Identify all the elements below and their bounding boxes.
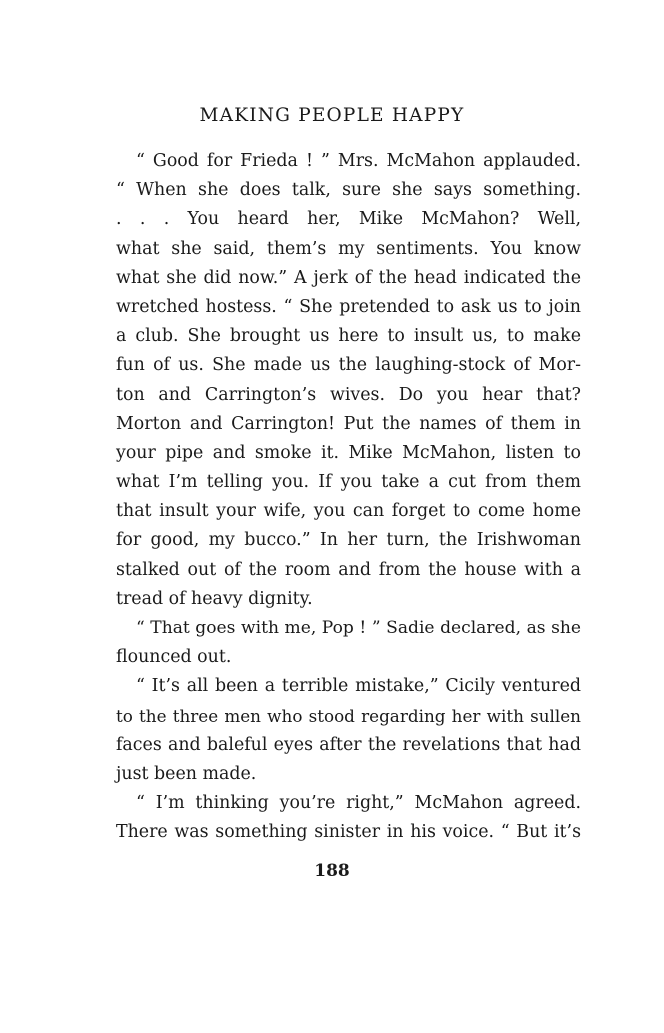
text-line: “ That goes with me, Pop ! ” Sadie declared, as she [136,618,581,638]
text-line: tread of heavy dignity. [116,588,313,609]
text-line: just been made. [116,763,257,784]
body-text [116,147,581,848]
text-line: There was something sinister in his voice. “ But it’s [116,822,581,843]
text-line: to the three men who stood regarding her with sullen [116,705,581,726]
text-line: that insult your wife, you can forget to come home [116,501,581,522]
text-line: “ Good for Frieda ! ” Mrs. McMahon applauded. [136,151,581,171]
text-line: for good, my bucco.” In her turn, the Irishwoman [116,530,581,551]
text-line: flounced out. [116,647,232,668]
text-line: wretched hostess. “ She pretended to ask us to join [116,296,581,317]
text-line: a club. She brought us here to insult us, to make [116,326,581,347]
text-line: “ It’s all been a terrible mistake,” Cicily ventured [136,676,581,697]
text-line: what she did now.” A jerk of the head indicated the [116,267,581,288]
text-line: what I’m telling you. If you take a cut from them [116,472,581,493]
text-line: “ When she does talk, sure she says something. [116,180,581,201]
text-line: fun of us. She made us the laughing-stock of Mor- [116,355,581,376]
text-line: . . . You heard her, Mike McMahon? Well, [116,209,581,230]
running-head: MAKING PEOPLE HAPPY [199,105,465,126]
text-line: faces and baleful eyes after the revelations that had [116,734,581,755]
text-line: “ I’m thinking you’re right,” McMahon agreed. [136,793,581,814]
text-line: what she said, them’s my sentiments. You know [116,238,581,259]
text-line: ton and Carrington’s wives. Do you hear that? [116,384,581,405]
text-line: stalked out of the room and from the house with a [116,559,581,580]
page-number: 188 [314,861,350,881]
text-line: Morton and Carrington! Put the names of them in [116,413,581,434]
text-line: your pipe and smoke it. Mike McMahon, listen to [116,442,581,463]
